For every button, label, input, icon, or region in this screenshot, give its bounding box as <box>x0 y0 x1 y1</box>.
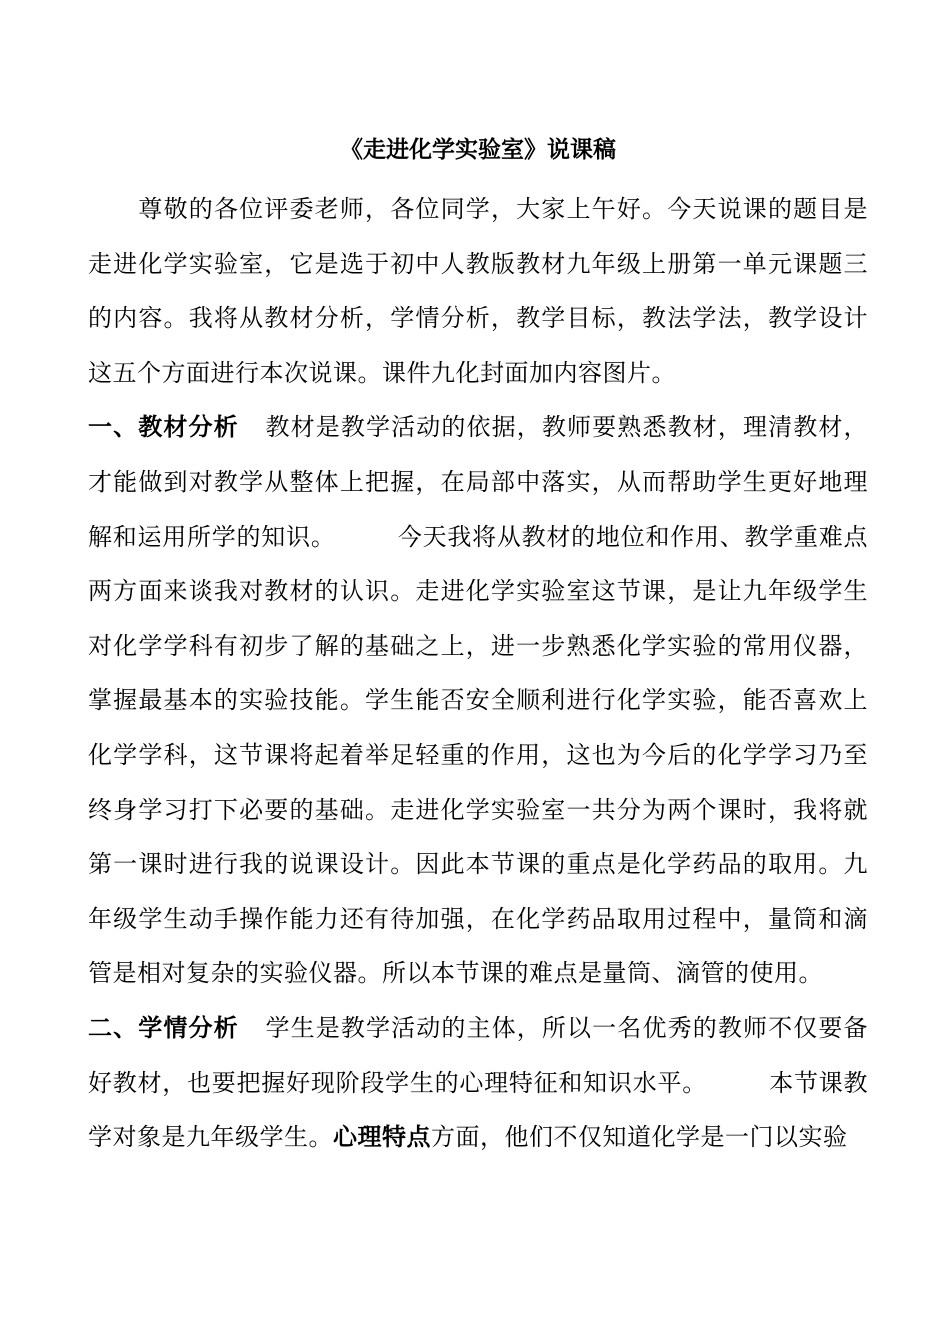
section-heading-student-analysis: 二、学情分析 <box>88 1012 239 1042</box>
section-text: 本节课教学对象是九年级学生。 <box>88 1068 869 1152</box>
intro-paragraph: 尊敬的各位评委老师，各位同学，大家上午好。今天说课的题目是走进化学实验室，它是选于初中人教版教材九年级上册第一单元课题三的内容。我将从教材分析，学情分析，教学目标，教法学法，教学设计这五个方面进行本次说课。课件九化封面加内容图片。 <box>88 195 868 387</box>
section-student-analysis <box>88 1001 868 1165</box>
section-heading-teaching-material: 一、教材分析 <box>88 412 239 442</box>
section-text: 方面，他们不仅知道化学是一门以实验 <box>431 1123 848 1152</box>
section-text: 今天我将从教材的地位和作用、教学重难点两方面来谈我对教材的认识。走进化学实验室这节课，是让九年级学生对化学学科有初步了解的基础之上，进一步熟悉化学实验的常用仪器，掌握最基本的实验技能。学生能否安全顺利进行化学实验，能否喜欢上化学学科，这节课将起着举足轻重的作用，这也为今后的化学学习乃至终身学习打下必要的基础。走进化学实验室一共分为两个课时，我将就第一课时进行我的说课设计。因此本节课的重点是化学药品的取用。九年级学生动手操作能力还有待加强，在化学药品取用过程中，量筒和滴管是相对复杂的实验仪器。所以本节课的难点是量筒、滴管的使用。 <box>88 522 869 988</box>
section-teaching-material <box>88 400 868 1001</box>
section-text: 教材是教学活动的依据，教师要熟悉教材，理清教材，才能做到对教学从整体上把握，在局部中落实，从而帮助学生更好地理解和运用所学的知识。 <box>88 413 869 551</box>
document-body <box>88 182 868 1165</box>
section-text: 学生是教学活动的主体，所以一名优秀的教师不仅要备好教材，也要把握好现阶段学生的心理特征和知识水平。 <box>88 1013 869 1097</box>
document-title: 《走进化学实验室》说课稿 <box>340 136 616 163</box>
bold-term: 心理特点 <box>333 1122 431 1152</box>
